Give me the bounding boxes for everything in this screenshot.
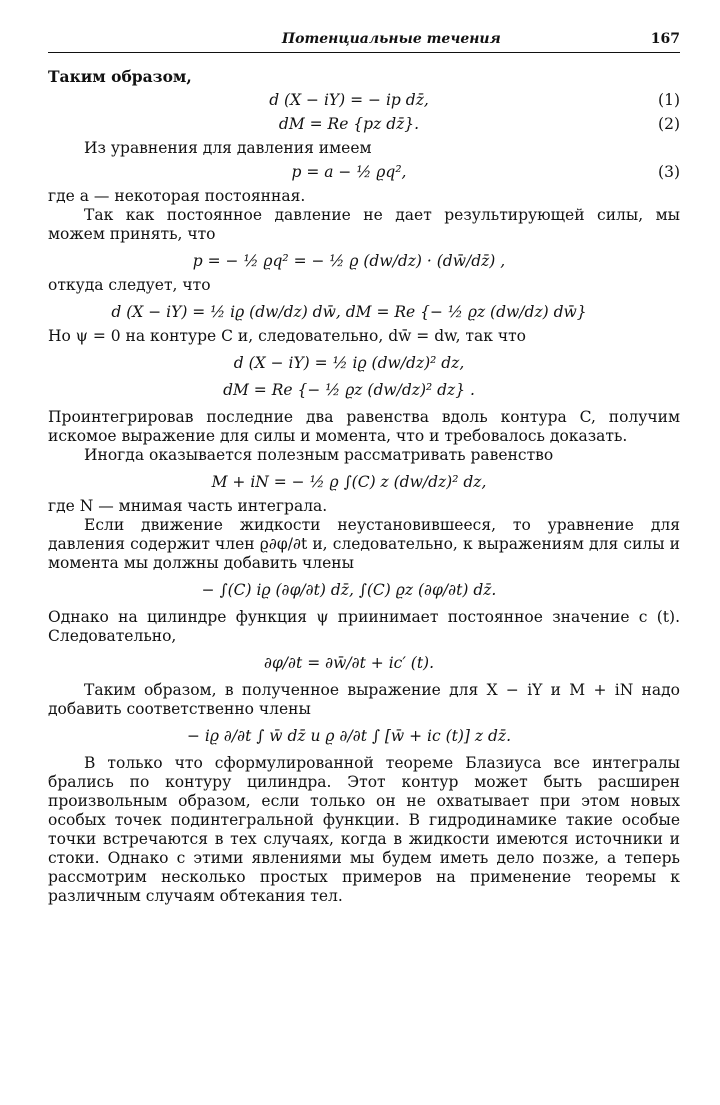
page-header [48,30,680,53]
equation [48,163,680,182]
equation-formula: p = − ½ ϱq² = − ½ ϱ (dw/dz) · (dw̄/dz̄) , [192,252,506,270]
running-title: Потенциальные течения [281,31,501,47]
equation-formula: d (X − iY) = ½ iϱ (dw/dz) dw̄, dM = Re {− ½ ϱz (dw/dz) dw̄} [111,303,587,321]
equation-formula: dM = Re {pz dz̄}. [278,115,420,133]
equation [48,115,680,134]
equation-formula: − ∫(C) iϱ (∂φ/∂t) dz̄, ∫(C) ϱz (∂φ/∂t) dz̄. [201,581,497,599]
paragraph: В только что сформулированной теореме Блазиуса все интегралы брались по контуру цилиндра. Этот контур может быть расширен произвольным образом, если только он не охватывает при этом новых особых точек подинтегральной функции. В гидродинамике такие особые точки встречаются в тех случаях, когда в жидкости имеются источники и стоки. Однако с этими явлениями мы будем иметь дело позже, а теперь рассмотрим несколько простых примеров на применение теоремы к различным случаям обтекания тел. [48,754,680,905]
equation-formula: ∂φ/∂t = ∂w̄/∂t + ic′ (t). [263,654,435,672]
paragraph: Таким образом, [48,67,192,86]
equation [48,654,680,673]
page-number: 167 [650,31,680,47]
paragraph: Из уравнения для давления имеем [84,139,372,157]
paragraph: Проинтегрировав последние два равенства вдоль контура C, получим искомое выражение для силы и момента, что и требовалось доказать. [48,408,680,445]
equation-formula: dM = Re {− ½ ϱz (dw/dz)² dz} . [223,381,475,399]
equation [48,581,680,600]
equation-number: (2) [658,115,680,133]
paragraph: Таким образом, в полученное выражение для X − iY и M + iN надо добавить соответственно члены [48,681,680,718]
equation-formula: d (X − iY) = ½ iϱ (dw/dz)² dz, [233,354,465,372]
equation-formula: p = a − ½ ϱq², [291,163,407,181]
paragraph: Иногда оказывается полезным рассматривать равенство [84,446,554,464]
paragraph: где N — мнимая часть интеграла. [48,497,328,515]
equation-number: (1) [658,91,680,109]
paragraph: Так как постоянное давление не дает результирующей силы, мы можем принять, что [48,206,680,243]
equation [48,727,680,746]
equation [48,381,680,400]
equation-number: (3) [658,163,680,181]
equation-formula: d (X − iY) = − ip dz̄, [269,91,429,109]
paragraph: Если движение жидкости неустановившееся, то уравнение для давления содержит член ϱ∂φ/∂t и, следовательно, к выражениям для силы и момента мы должны добавить члены [48,516,680,572]
paragraph: Но ψ = 0 на контуре C и, следовательно, dw̄ = dw, так что [48,327,527,345]
equation [48,252,680,271]
equation-formula: − iϱ ∂/∂t ∫ w̄ dz̄ и ϱ ∂/∂t ∫ [w̄ + ic (t)] z dz̄. [186,727,512,745]
paragraph: откуда следует, что [48,276,211,294]
equation [48,91,680,110]
equation [48,303,680,322]
paragraph: где a — некоторая постоянная. [48,187,306,205]
paragraph: Однако на цилиндре функция ψ приинимает постоянное значение c (t). Следовательно, [48,608,680,645]
equation-formula: M + iN = − ½ ϱ ∫(C) z (dw/dz)² dz, [211,473,487,491]
equation [48,354,680,373]
equation [48,473,680,492]
